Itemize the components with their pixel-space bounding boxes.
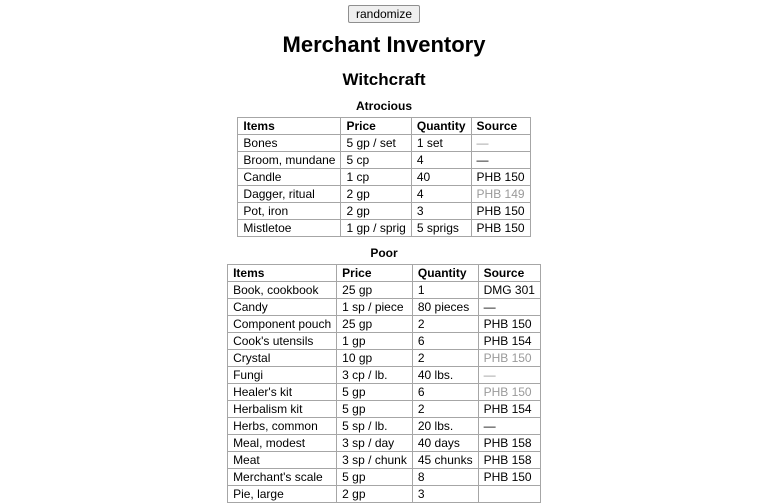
table-row <box>238 220 530 237</box>
table-row <box>228 299 541 316</box>
category-title: Witchcraft <box>342 70 426 89</box>
quantity-cell: 2 <box>412 401 478 418</box>
quantity-cell: 6 <box>412 384 478 401</box>
table-row <box>228 384 541 401</box>
quantity-cell: 3 <box>411 203 471 220</box>
quantity-cell: 1 <box>412 282 478 299</box>
table-body <box>228 282 541 503</box>
item-cell: Herbalism kit <box>228 401 337 418</box>
table-header-row <box>238 118 530 135</box>
table-row <box>228 316 541 333</box>
quality-heading: Poor <box>370 246 398 260</box>
quantity-cell: 40 days <box>412 435 478 452</box>
price-cell: 5 gp <box>337 384 413 401</box>
table-header-row <box>228 265 541 282</box>
column-header: Price <box>341 118 411 135</box>
quantity-cell: 8 <box>412 469 478 486</box>
quantity-cell: 40 lbs. <box>412 367 478 384</box>
source-cell: DMG 301 <box>478 282 540 299</box>
source-cell <box>478 486 540 503</box>
column-header: Items <box>228 265 337 282</box>
table-row <box>228 435 541 452</box>
quality-heading: Atrocious <box>355 99 412 113</box>
price-cell: 1 gp <box>337 333 413 350</box>
item-cell: Pie, large <box>228 486 337 503</box>
source-cell: PHB 150 <box>478 350 540 367</box>
source-cell: — <box>478 299 540 316</box>
source-cell: PHB 150 <box>478 469 540 486</box>
item-cell: Healer's kit <box>228 384 337 401</box>
quantity-cell: 1 set <box>411 135 471 152</box>
table-body <box>238 135 530 237</box>
price-cell: 5 gp <box>337 469 413 486</box>
item-cell: Pot, iron <box>238 203 341 220</box>
source-cell: PHB 150 <box>471 203 530 220</box>
quantity-cell: 80 pieces <box>412 299 478 316</box>
table-row <box>238 203 530 220</box>
quantity-cell: 4 <box>411 186 471 203</box>
page-title: Merchant Inventory <box>282 32 486 57</box>
column-header: Quantity <box>412 265 478 282</box>
price-cell: 2 gp <box>337 486 413 503</box>
quantity-cell: 5 sprigs <box>411 220 471 237</box>
quantity-cell: 20 lbs. <box>412 418 478 435</box>
source-cell: PHB 150 <box>471 220 530 237</box>
item-cell: Dagger, ritual <box>238 186 341 203</box>
source-cell: — <box>471 152 530 169</box>
table-row <box>228 452 541 469</box>
column-header: Quantity <box>411 118 471 135</box>
price-cell: 25 gp <box>337 316 413 333</box>
source-cell: PHB 154 <box>478 401 540 418</box>
price-cell: 2 gp <box>341 203 411 220</box>
column-header: Source <box>478 265 540 282</box>
quantity-cell: 40 <box>411 169 471 186</box>
item-cell: Meal, modest <box>228 435 337 452</box>
source-cell: PHB 158 <box>478 435 540 452</box>
quantity-cell: 2 <box>412 350 478 367</box>
price-cell: 1 gp / sprig <box>341 220 411 237</box>
item-cell: Component pouch <box>228 316 337 333</box>
price-cell: 5 gp <box>337 401 413 418</box>
source-cell: PHB 150 <box>478 316 540 333</box>
item-cell: Bones <box>238 135 341 152</box>
inventory-table <box>237 117 530 237</box>
table-head <box>228 265 541 282</box>
inventory-section <box>0 99 768 237</box>
price-cell: 5 gp / set <box>341 135 411 152</box>
table-row <box>238 169 530 186</box>
item-cell: Candle <box>238 169 341 186</box>
price-cell: 10 gp <box>337 350 413 367</box>
price-cell: 25 gp <box>337 282 413 299</box>
inventory-section <box>0 246 768 503</box>
item-cell: Fungi <box>228 367 337 384</box>
item-cell: Mistletoe <box>238 220 341 237</box>
quantity-cell: 4 <box>411 152 471 169</box>
randomize-button[interactable]: randomize <box>348 5 420 23</box>
item-cell: Cook's utensils <box>228 333 337 350</box>
source-cell: PHB 149 <box>471 186 530 203</box>
source-cell: PHB 154 <box>478 333 540 350</box>
inventory-tables <box>0 99 768 503</box>
price-cell: 1 sp / piece <box>337 299 413 316</box>
quantity-cell: 6 <box>412 333 478 350</box>
price-cell: 2 gp <box>341 186 411 203</box>
item-cell: Herbs, common <box>228 418 337 435</box>
table-row <box>228 401 541 418</box>
source-cell: PHB 150 <box>478 384 540 401</box>
table-row <box>228 333 541 350</box>
table-row <box>238 135 530 152</box>
item-cell: Meat <box>228 452 337 469</box>
column-header: Source <box>471 118 530 135</box>
price-cell: 3 sp / chunk <box>337 452 413 469</box>
table-row <box>228 282 541 299</box>
toolbar <box>0 5 768 23</box>
quantity-cell: 45 chunks <box>412 452 478 469</box>
item-cell: Book, cookbook <box>228 282 337 299</box>
source-cell: PHB 150 <box>471 169 530 186</box>
table-row <box>228 469 541 486</box>
source-cell: — <box>471 135 530 152</box>
item-cell: Merchant's scale <box>228 469 337 486</box>
price-cell: 3 sp / day <box>337 435 413 452</box>
item-cell: Broom, mundane <box>238 152 341 169</box>
price-cell: 1 cp <box>341 169 411 186</box>
item-cell: Crystal <box>228 350 337 367</box>
source-cell: — <box>478 418 540 435</box>
table-row <box>238 186 530 203</box>
price-cell: 3 cp / lb. <box>337 367 413 384</box>
source-cell: — <box>478 367 540 384</box>
table-head <box>238 118 530 135</box>
price-cell: 5 cp <box>341 152 411 169</box>
item-cell: Candy <box>228 299 337 316</box>
quantity-cell: 2 <box>412 316 478 333</box>
column-header: Price <box>337 265 413 282</box>
table-row <box>228 418 541 435</box>
price-cell: 5 sp / lb. <box>337 418 413 435</box>
column-header: Items <box>238 118 341 135</box>
table-row <box>228 350 541 367</box>
inventory-table <box>227 264 541 503</box>
table-row <box>238 152 530 169</box>
quantity-cell: 3 <box>412 486 478 503</box>
table-row <box>228 486 541 503</box>
table-row <box>228 367 541 384</box>
source-cell: PHB 158 <box>478 452 540 469</box>
